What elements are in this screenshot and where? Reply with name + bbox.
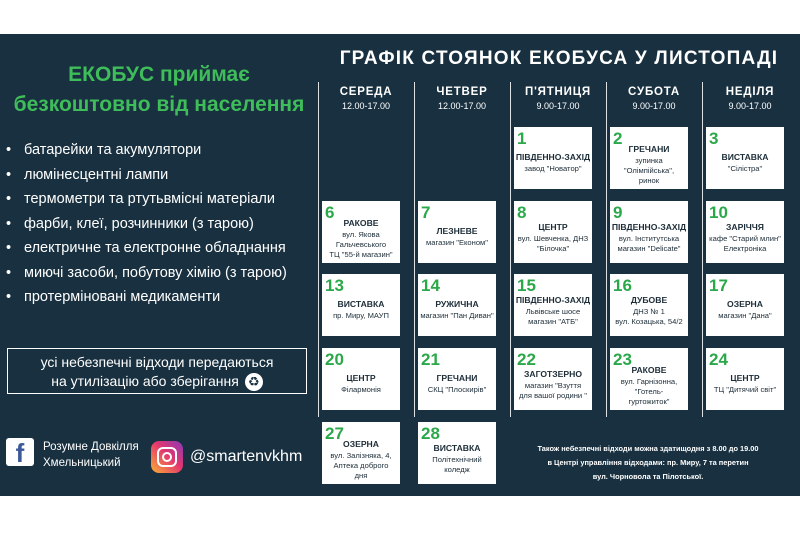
- calendar-day-cell: [514, 201, 592, 263]
- ecobus-title-line2: безкоштовно від населення: [13, 93, 305, 116]
- footnote-line: в Центрі управління відходами: пр. Миру, 7 та перетин: [547, 458, 749, 467]
- ecobus-title-line1: ЕКОБУС приймає: [68, 63, 250, 86]
- address-line: ДНЗ № 1: [633, 307, 665, 316]
- day-number: 20: [325, 350, 344, 369]
- address-line: кафе "Старий млин": [709, 234, 781, 243]
- location-district: РАКОВЕ: [631, 365, 667, 375]
- location-address: [323, 385, 399, 395]
- address-line: гуртожиток": [628, 397, 670, 406]
- location-address: [419, 311, 495, 321]
- location-district: ВИСТАВКА: [433, 443, 481, 453]
- ecobus-title: [0, 60, 318, 120]
- location-address: [707, 311, 783, 321]
- day-header: П'ЯТНИЦЯ 9.00-17.00: [525, 86, 591, 111]
- list-item: • миючі засоби, побутову хімію (з тарою): [6, 261, 287, 286]
- address-line: магазин "АТБ": [528, 317, 578, 326]
- location-address: [515, 234, 591, 254]
- column-divider: [318, 82, 319, 417]
- day-header: НЕДІЛЯ 9.00-17.00: [725, 86, 775, 111]
- location-district: ЦЕНТР: [538, 222, 568, 232]
- column-divider: [606, 82, 607, 417]
- location-district: ГРЕЧАНИ: [628, 144, 670, 154]
- address-line: "Готель-: [634, 387, 664, 396]
- location-address: [611, 307, 687, 327]
- calendar-day-cell: [418, 201, 496, 263]
- address-line: коледж: [444, 465, 470, 474]
- location-address: [419, 385, 495, 395]
- address-line: вул. Якова: [342, 230, 380, 239]
- address-line: "Сілістра": [727, 164, 763, 173]
- day-number: 22: [517, 350, 536, 369]
- facebook-page-name[interactable]: [43, 439, 139, 471]
- day-number: 9: [613, 203, 623, 222]
- column-divider: [414, 82, 415, 417]
- location-district: ВИСТАВКА: [721, 152, 769, 162]
- recycle-icon: ♻: [245, 373, 263, 391]
- day-number: 3: [709, 129, 719, 148]
- day-number: 2: [613, 129, 623, 148]
- calendar-day-cell: [706, 201, 784, 263]
- location-address: [611, 377, 687, 407]
- address-line: вул. Шевченка, ДНЗ: [517, 234, 589, 243]
- calendar-day-cell: [514, 274, 592, 336]
- address-line: "Олімпійська",: [623, 166, 675, 175]
- address-line: Політехнічний: [432, 455, 482, 464]
- weekday-header: [318, 82, 800, 122]
- address-line: зупинка: [635, 156, 663, 165]
- location-address: [419, 238, 495, 248]
- address-line: Електроніка: [723, 244, 767, 253]
- location-district: ОЗЕРНА: [727, 299, 763, 309]
- calendar-day-cell: [418, 348, 496, 410]
- facebook-icon[interactable]: f: [6, 438, 34, 466]
- address-line: магазин "Delicate": [617, 244, 681, 253]
- calendar-day-cell: [514, 348, 592, 410]
- day-header: СУБОТА 9.00-17.00: [628, 86, 680, 111]
- instagram-handle[interactable]: @smartenvkhm: [190, 448, 303, 465]
- location-district: ЦЕНТР: [346, 373, 376, 383]
- address-line: магазин "Економ": [426, 238, 488, 247]
- location-address: [323, 311, 399, 321]
- location-address: [515, 307, 591, 327]
- day-number: 23: [613, 350, 632, 369]
- address-line: вул. Залізняка, 4,: [330, 451, 392, 460]
- location-district: ЗАГОТЗЕРНО: [523, 369, 583, 379]
- location-district: РУЖИЧНА: [435, 299, 479, 309]
- address-line: магазин "Взуття: [524, 381, 582, 390]
- calendar-day-cell: [322, 274, 400, 336]
- calendar-day-cell: [610, 127, 688, 189]
- footnote-line: Також небезпечні відходи можна здатищодня з 8.00 до 19.00: [537, 444, 759, 453]
- day-header: СЕРЕДА 12.00-17.00: [339, 86, 393, 111]
- address-line: вул. Інститутська: [618, 234, 680, 243]
- address-line: пр. Миру, МАУП: [333, 311, 389, 320]
- facebook-line1: Розумне Довкілля: [43, 441, 139, 453]
- address-line: для вашої родини ": [519, 391, 587, 400]
- address-line: ТЦ "55-й магазин": [329, 250, 393, 259]
- calendar-day-cell: [706, 348, 784, 410]
- day-number: 14: [421, 276, 440, 295]
- facebook-line2: Хмельницький: [43, 457, 121, 469]
- calendar-day-cell: [610, 348, 688, 410]
- day-number: 13: [325, 276, 344, 295]
- location-district: ЗАРІЧЧЯ: [726, 222, 764, 232]
- list-item: • протерміновані медикаменти: [6, 285, 287, 310]
- calendar-day-cell: [706, 127, 784, 189]
- location-district: ГРЕЧАНИ: [436, 373, 478, 383]
- location-district: ПІВДЕННО-ЗАХІД: [515, 152, 591, 162]
- location-district: ЦЕНТР: [730, 373, 760, 383]
- day-number: 16: [613, 276, 632, 295]
- column-divider: [510, 82, 511, 417]
- location-address: [515, 164, 591, 174]
- calendar-day-cell: [610, 201, 688, 263]
- day-number: 6: [325, 203, 335, 222]
- day-number: 15: [517, 276, 536, 295]
- calendar-day-cell: [322, 201, 400, 263]
- location-address: [611, 234, 687, 254]
- address-line: Львівське шосе: [525, 307, 581, 316]
- calendar-day-cell: [418, 274, 496, 336]
- schedule-title: ГРАФІК СТОЯНОК ЕКОБУСА У ЛИСТОПАДІ: [339, 48, 779, 69]
- address-line: СКЦ "Плоскирів": [427, 385, 487, 394]
- column-divider: [702, 82, 703, 417]
- list-item: • люмінесцентні лампи: [6, 163, 287, 188]
- location-address: [323, 451, 399, 481]
- calendar-day-cell: [514, 127, 592, 189]
- location-district: РАКОВЕ: [343, 218, 379, 228]
- calendar-day-cell: [322, 422, 400, 484]
- location-district: ОЗЕРНА: [343, 439, 379, 449]
- accepted-items-list: [6, 138, 287, 310]
- address-line: завод "Новатор": [524, 164, 582, 173]
- location-district: ПІВДЕННО-ЗАХІД: [611, 222, 687, 232]
- calendar-day-cell: [706, 274, 784, 336]
- notice-line2-text: на утилізацію або зберігання: [51, 373, 239, 389]
- list-item: • фарби, клеї, розчинники (з тарою): [6, 212, 287, 237]
- location-district: ВИСТАВКА: [337, 299, 385, 309]
- day-number: 8: [517, 203, 527, 222]
- location-address: [323, 230, 399, 260]
- day-number: 17: [709, 276, 728, 295]
- address-line: "Білочка": [536, 244, 570, 253]
- address-line: ринок: [638, 176, 660, 185]
- address-line: магазин "Пан Диван": [420, 311, 494, 320]
- day-number: 28: [421, 424, 440, 443]
- calendar-day-cell: [610, 274, 688, 336]
- address-line: Аптека доброго: [333, 461, 389, 470]
- address-line: дня: [354, 471, 368, 480]
- list-item: • електричне та електронне обладнання: [6, 236, 287, 261]
- notice-line1: усі небезпечні відходи передаються: [40, 354, 274, 370]
- location-address: [611, 156, 687, 186]
- address-line: ТЦ "Дитячий світ": [713, 385, 777, 394]
- calendar-day-cell: [322, 348, 400, 410]
- list-item: • термометри та ртутьвмісні матеріали: [6, 187, 287, 212]
- address-line: вул. Козацька, 54/2: [615, 317, 683, 326]
- location-address: [419, 455, 495, 475]
- day-number: 24: [709, 350, 728, 369]
- day-header: ЧЕТВЕР 12.00-17.00: [436, 86, 488, 111]
- address-line: Філармонія: [341, 385, 381, 394]
- location-district: ПІВДЕННО-ЗАХІД: [515, 295, 591, 305]
- day-number: 21: [421, 350, 440, 369]
- address-line: Гальчевського: [335, 240, 387, 249]
- location-address: [515, 381, 591, 401]
- day-number: 27: [325, 424, 344, 443]
- footnote-line: вул. Чорновола та Пілотської.: [592, 472, 704, 481]
- location-address: [707, 164, 783, 174]
- location-district: ДУБОВЕ: [630, 295, 668, 305]
- day-number: 10: [709, 203, 728, 222]
- day-number: 7: [421, 203, 431, 222]
- instagram-icon[interactable]: [151, 441, 183, 473]
- location-address: [707, 234, 783, 254]
- address-line: вул. Гарнізонна,: [620, 377, 678, 386]
- disposal-notice-box: [7, 348, 307, 394]
- location-district: ЛЕЗНЕВЕ: [436, 226, 478, 236]
- list-item: • батарейки та акумулятори: [6, 138, 287, 163]
- address-line: магазин "Дана": [718, 311, 772, 320]
- location-address: [707, 385, 783, 395]
- day-number: 1: [517, 129, 527, 148]
- notice-line2: [8, 372, 306, 391]
- footnote: [498, 442, 798, 484]
- calendar-day-cell: [418, 422, 496, 484]
